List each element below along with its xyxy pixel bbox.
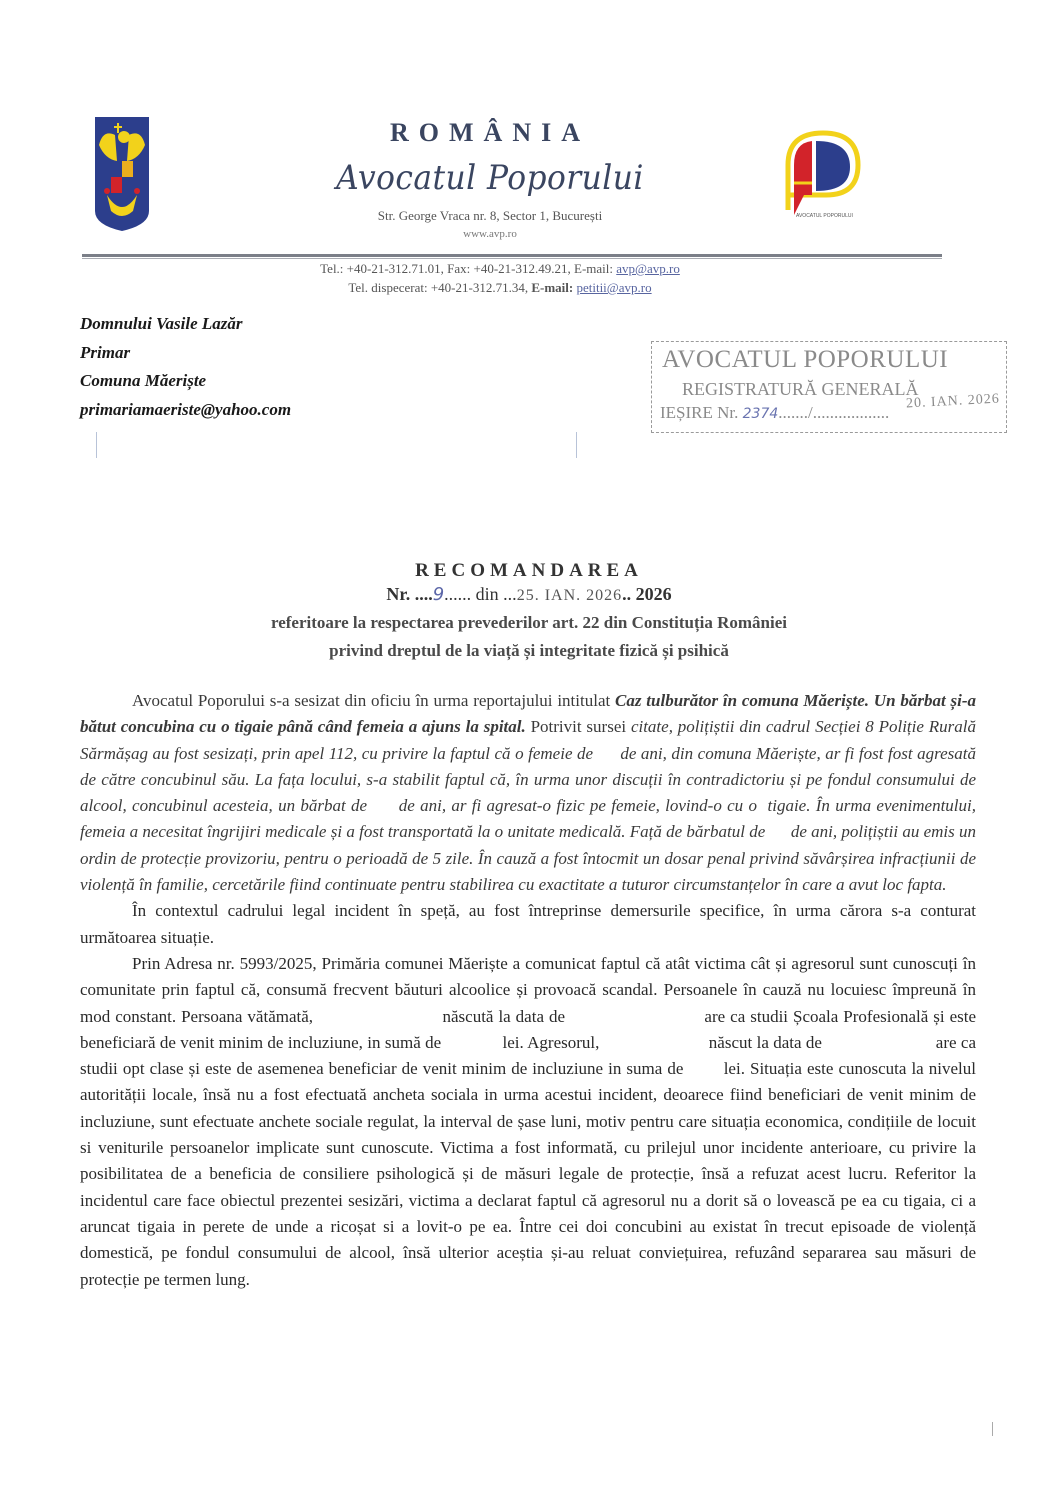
document-title: RECOMANDAREA bbox=[415, 560, 643, 581]
recipient-email: primariamaeriste@yahoo.com bbox=[80, 399, 292, 419]
contact-line-1 bbox=[200, 261, 800, 277]
recipient-locality: Comuna Măeriște bbox=[80, 371, 207, 390]
document-year: .. 2026 bbox=[622, 584, 672, 604]
stamp-exit-number bbox=[660, 403, 889, 423]
institution-address: Str. George Vraca nr. 8, Sector 1, București bbox=[377, 208, 603, 223]
paragraph-1-rest: citate, polițiștii din cadrul Secției 8 Poliție Rurală Sărmășag au fost sesizați, prin apel 112, cu privire la faptul că o femeie de de ani, din comuna Măeriște, ar fi fost fost agresată de către concubinul său. La fața locului, s-a stabilit faptul că, în urma unor discuții în contradictoriu și pe fondul consumului de alcool, concubinul acesteia, un bărbat de de ani, ar fi agresat-o fizic pe femeie, lovind-o cu o tigaie. În urma evenimentului, femeia a necesitat îngrijiri medicale și a fost transportată la o unitate medicală. Față de bărbatul de de ani, polițiștii au emis un ordin de protecție provizoriu, pentru o perioadă de 5 zile. În cauză a fost întocmit un dosar penal privind săvârșirea infracțiunii de violență în familie, cercetările fiind continuate pentru stabilirea cu exactitate a tuturor circumstanțelor în care a avut loc fapta. bbox=[80, 717, 981, 895]
paragraph-1-tail: Potrivit sursei bbox=[525, 717, 631, 737]
institution-name: Avocatul Poporului bbox=[336, 158, 644, 198]
scan-mark bbox=[992, 1422, 993, 1436]
institution-website: www.avp.ro bbox=[463, 228, 517, 240]
avp-logo-icon bbox=[768, 125, 878, 225]
header-divider bbox=[82, 254, 942, 257]
document-date-stamp: 25. IAN. 2026 bbox=[516, 587, 623, 604]
romania-coat-of-arms-icon bbox=[93, 115, 151, 233]
document-number-line bbox=[0, 584, 1058, 605]
number-label: Nr. .... bbox=[386, 584, 433, 604]
stamp-date: 20. IAN. 2026 bbox=[905, 391, 1001, 412]
stamp-exit-label: IEȘIRE Nr. bbox=[660, 403, 743, 422]
scan-mark bbox=[576, 432, 577, 458]
contact-line-2 bbox=[200, 280, 800, 296]
stamp-registration-number: 2374 bbox=[742, 406, 779, 422]
registry-stamp bbox=[651, 341, 1007, 433]
stamp-dots: ......./.................. bbox=[778, 403, 890, 422]
scan-mark bbox=[96, 432, 97, 458]
contact-phone-fax: Tel.: +40-21-312.71.01, Fax: +40-21-312.49.21, E-mail: bbox=[320, 261, 617, 276]
recipient-title: Primar bbox=[80, 342, 131, 362]
country-name: ROMÂNIA bbox=[390, 118, 590, 147]
document-subtitle-2: privind dreptul de la viață și integritate fizică și psihică bbox=[329, 641, 729, 660]
contact-email-link[interactable]: avp@avp.ro bbox=[616, 261, 680, 276]
dispatcher-phone: Tel. dispecerat: +40-21-312.71.34, bbox=[348, 280, 532, 295]
document-body bbox=[80, 688, 981, 1293]
header-divider-thin bbox=[82, 258, 942, 259]
paragraph-3: Prin Adresa nr. 5993/2025, Primăria comunei Măeriște a comunicat faptul că atât victima cât și agresorul sunt cunoscuți în comunitate prin faptul că, consumă frecvent băuturi alcoolice și provoacă scandal. Persoanele în cauză nu locuiesc împreună în mod constant. Persoana vătămată, născută la data de are ca studii Școala Profesională și este beneficiară de venit minim de incluziune, in sumă de lei. Agresorul, născut la data de are ca studii opt clase și este de asemenea beneficiar de venit minim de incluziune in suma de lei. Situația este cunoscuta la nivelul autorității locale, însă nu a fost efectuată ancheta sociala in urma acestui incident, deoarece fiind beneficiari de venit minim de incluziune, sunt efectuate anchete sociale regulat, la interval de șase luni, motiv pentru care situația economica, condițiile de locuit si veniturile persoanelor implicate sunt cunoscute. Victima a fost informată, cu prilejul unor incidente anterioare, cu privire la posibilitatea de a beneficia de consiliere psihologică și de măsuri legale de protecție, însă a refuzat acest lucru. Referitor la incidentul care face obiectul prezentei sesizări, victima a declarat faptul că agresorul nu a dorit să o lovească pe ea cu tigaia, ci a aruncat tigaia in perete de unde a ricoșat si a lovit-o pe ea. Între cei doi concubini au existat în trecut episoade de violență domestică, pe fondul consumului de alcool, însă ulterior aceștia și-au reluat conviețuirea, refuzând separarea sau măsuri de protecție pe termen lung. bbox=[80, 953, 981, 1289]
paragraph-1 bbox=[80, 688, 981, 898]
logo-caption: AVOCATUL POPORULUI bbox=[796, 213, 853, 219]
stamp-institution: AVOCATUL POPORULUI bbox=[662, 346, 949, 373]
recipient-name: Domnului Vasile Lazăr bbox=[80, 314, 243, 333]
paragraph-2: În contextul cadrului legal incident în speță, au fost întreprinse demersurile specifice, în urma cărora s-a conturat următoarea situație. bbox=[80, 901, 976, 947]
petitions-email-link[interactable]: petitii@avp.ro bbox=[576, 280, 652, 295]
number-dots: ...... din ... bbox=[444, 584, 517, 604]
document-number: 9 bbox=[432, 584, 445, 605]
document-subtitle-1: referitoare la respectarea prevederilor art. 22 din Constituția României bbox=[270, 613, 788, 632]
recipient-block bbox=[80, 310, 291, 424]
stamp-registry: REGISTRATURĂ GENERALĂ bbox=[682, 379, 919, 399]
paragraph-1-lead: Avocatul Poporului s-a sesizat din oficiu în urma reportajului intitulat bbox=[132, 691, 616, 710]
email-label: E-mail: bbox=[531, 280, 577, 295]
report-headline: Caz tulburător în comuna Măeriște. Un bărbat și-a bătut concubina cu o tigaie până când femeia a ajuns la spital. bbox=[80, 691, 976, 737]
